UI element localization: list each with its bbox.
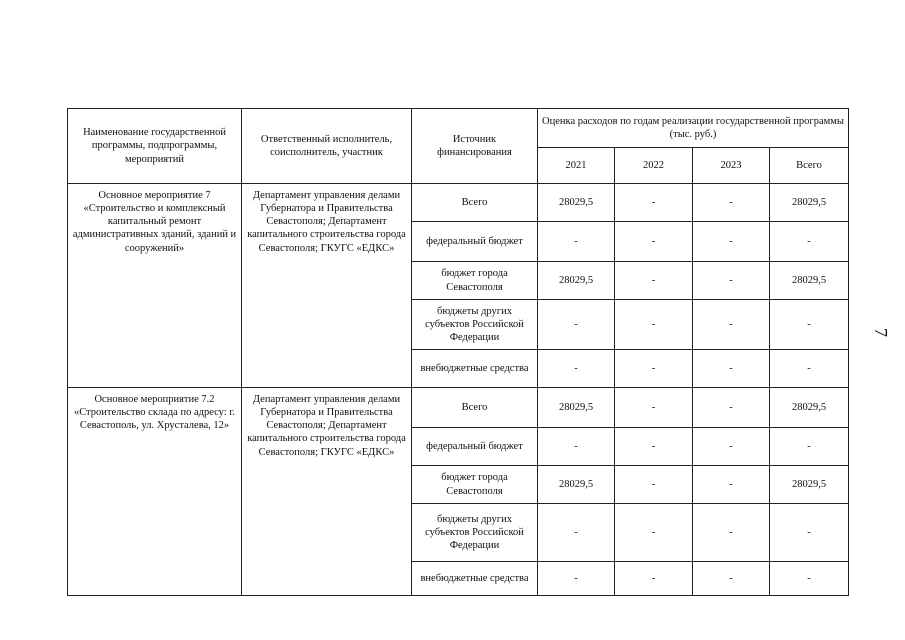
source-cell: федеральный бюджет: [412, 222, 538, 262]
value-cell: -: [615, 466, 693, 504]
header-year: 2021: [538, 148, 615, 184]
header-year-total: Всего: [770, 148, 849, 184]
source-cell: внебюджетные средства: [412, 562, 538, 596]
budget-table: [67, 108, 849, 596]
value-cell: -: [693, 350, 770, 388]
value-cell: -: [770, 428, 849, 466]
value-cell: -: [770, 350, 849, 388]
responsible-cell: Департамент управления делами Губернатора и Правительства Севастополя; Департамент капитального строительства города Севастополя; ГКУГС «ЕДКС»: [242, 184, 412, 388]
value-cell: 28029,5: [538, 262, 615, 300]
value-cell: -: [615, 504, 693, 562]
value-cell: -: [693, 388, 770, 428]
value-cell: -: [615, 428, 693, 466]
value-cell: -: [770, 504, 849, 562]
table-row: [68, 184, 849, 222]
value-cell: -: [693, 428, 770, 466]
value-cell: -: [693, 300, 770, 350]
header-row: [68, 109, 849, 148]
value-cell: -: [693, 184, 770, 222]
value-cell: -: [538, 350, 615, 388]
value-cell: -: [615, 388, 693, 428]
header-year: 2023: [693, 148, 770, 184]
value-cell: -: [770, 562, 849, 596]
source-cell: Всего: [412, 184, 538, 222]
value-cell: -: [538, 428, 615, 466]
table-row: [68, 388, 849, 428]
value-cell: -: [693, 262, 770, 300]
value-cell: 28029,5: [770, 184, 849, 222]
page-number: 7: [871, 328, 891, 337]
value-cell: -: [693, 504, 770, 562]
value-cell: -: [615, 350, 693, 388]
source-cell: бюджет города Севастополя: [412, 466, 538, 504]
header-year: 2022: [615, 148, 693, 184]
value-cell: -: [693, 466, 770, 504]
value-cell: -: [770, 300, 849, 350]
value-cell: 28029,5: [538, 388, 615, 428]
value-cell: -: [538, 222, 615, 262]
value-cell: -: [615, 562, 693, 596]
responsible-cell: Департамент управления делами Губернатора и Правительства Севастополя; Департамент капитального строительства города Севастополя; ГКУГС «ЕДКС»: [242, 388, 412, 596]
value-cell: 28029,5: [770, 466, 849, 504]
value-cell: 28029,5: [770, 262, 849, 300]
header-source: Источник финансирования: [412, 109, 538, 184]
activity-name: Основное мероприятие 7.2 «Строительство склада по адресу: г. Севастополь, ул. Хрусталева, 12»: [68, 388, 242, 596]
source-cell: бюджет города Севастополя: [412, 262, 538, 300]
value-cell: 28029,5: [538, 184, 615, 222]
source-cell: внебюджетные средства: [412, 350, 538, 388]
value-cell: -: [615, 222, 693, 262]
value-cell: -: [770, 222, 849, 262]
header-estimate: Оценка расходов по годам реализации государственной программы (тыс. руб.): [538, 109, 849, 148]
source-cell: бюджеты других субъектов Российской Федерации: [412, 300, 538, 350]
value-cell: -: [538, 562, 615, 596]
header-name: Наименование государственной программы, подпрограммы, мероприятий: [68, 109, 242, 184]
value-cell: 28029,5: [538, 466, 615, 504]
value-cell: -: [615, 262, 693, 300]
value-cell: 28029,5: [770, 388, 849, 428]
value-cell: -: [693, 562, 770, 596]
value-cell: -: [538, 504, 615, 562]
value-cell: -: [615, 300, 693, 350]
activity-name: Основное мероприятие 7 «Строительство и комплексный капитальный ремонт административных зданий, зданий и сооружений»: [68, 184, 242, 388]
source-cell: бюджеты других субъектов Российской Федерации: [412, 504, 538, 562]
value-cell: -: [615, 184, 693, 222]
source-cell: федеральный бюджет: [412, 428, 538, 466]
source-cell: Всего: [412, 388, 538, 428]
value-cell: -: [693, 222, 770, 262]
value-cell: -: [538, 300, 615, 350]
header-responsible: Ответственный исполнитель, соисполнитель, участник: [242, 109, 412, 184]
